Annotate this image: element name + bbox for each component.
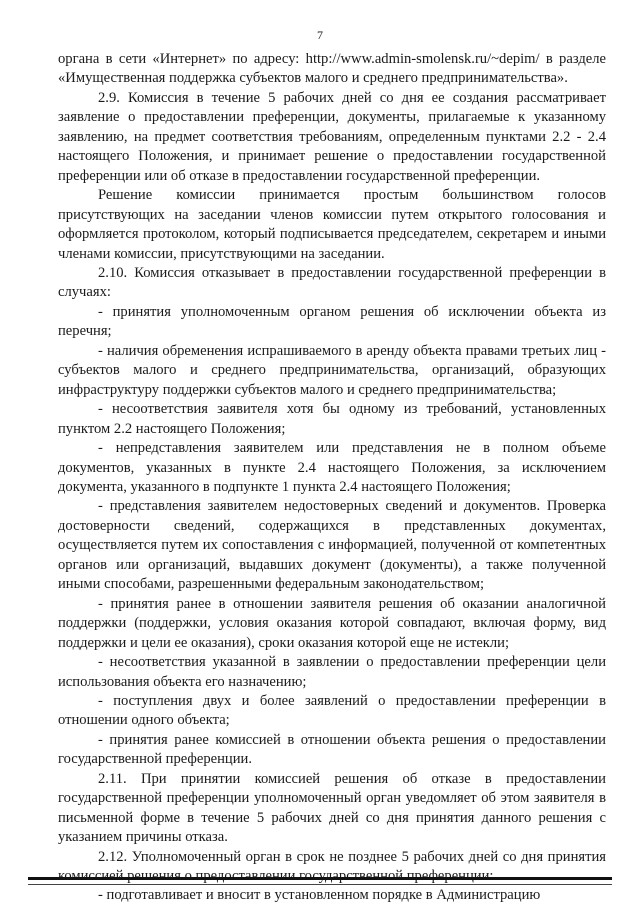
list-item: - представления заявителем недостоверных сведений и документов. Проверка достоверности сведений, содержащихся в представленных документах, осуществляется путем их сопоставления с информацией, полученной от компетентных органов или организаций, выдавших документ (документы), а также полученной иными способами, разрешенными федеральным законодательством;	[58, 498, 606, 593]
list-item: - подготавливает и вносит в установленном порядке в Администрацию	[98, 887, 541, 904]
list-item: - несоответствия заявителя хотя бы одному из требований, установленных пунктом 2.2 настоящего Положения;	[58, 401, 606, 437]
list-item: - принятия ранее комиссией в отношении объекта решения о предоставлении государственной преференции.	[58, 731, 606, 768]
list-item: - принятия уполномоченным органом решения об исключении объекта из перечня;	[58, 303, 606, 340]
paragraph-decision: Решение комиссии принимается простым большинством голосов присутствующих на заседании членов комиссии путем открытого голосования и оформляется протоколом, который подписывается председателем, секретарем и иными членами комиссии, присутствующими на заседании.	[58, 187, 606, 262]
document-body	[58, 50, 606, 906]
paragraph-2-10: 2.10. Комиссия отказывает в предоставлении государственной преференции в случаях:	[58, 264, 606, 301]
list-item: - поступления двух и более заявлений о предоставлении преференции в отношении одного объекта;	[58, 692, 606, 729]
list-item: - несоответствия указанной в заявлении о предоставлении преференции цели использования объекта его назначению;	[58, 654, 606, 690]
list-item: - наличия обременения испрашиваемого в аренду объекта правами третьих лиц - субъектов малого и среднего предпринимательства, организаций, образующих инфраструктуру поддержки субъектов малого и среднего предпринимательства;	[58, 342, 606, 398]
bottom-divider	[28, 877, 612, 880]
paragraph-2-11: 2.11. При принятии комиссией решения об отказе в предоставлении государственной преференции уполномоченный орган уведомляет об этом заявителя в письменной форме в течение 5 рабочих дней со дня принятия данного решения с указанием причины отказа.	[58, 770, 606, 846]
list-item: - непредставления заявителем или представления не в полном объеме документов, указанных в пункте 2.4 настоящего Положения, за исключением документа, указанного в подпункте 1 пункта 2.4 настоящего Положения;	[58, 440, 606, 495]
list-item: - принятия ранее в отношении заявителя решения об оказании аналогичной поддержки (поддержки, условия оказания которой совпадают, включая форму, вид поддержки и цели ее оказания), сроки оказания которой еще не истекли;	[58, 595, 606, 651]
paragraph-url-continuation: органа в сети «Интернет» по адресу: http://www.admin-smolensk.ru/~depim/ в разделе «Имущественная поддержка субъектов малого и среднего предпринимательства».	[58, 51, 606, 87]
paragraph-2-9: 2.9. Комиссия в течение 5 рабочих дней со дня ее создания рассматривает заявление о предоставлении преференции, документы, прилагаемые к указанному заявлению, на предмет соответствия требованиям, определенным пунктами 2.2 - 2.4 настоящего Положения, и принимает решение о предоставлении государственной преференции или об отказе в предоставлении государственной преференции.	[58, 89, 606, 184]
bottom-divider-thin	[28, 884, 612, 885]
paragraph-2-12: 2.12. Уполномоченный орган в срок не позднее 5 рабочих дней со дня принятия	[98, 848, 606, 865]
page-number: 7	[317, 28, 323, 42]
